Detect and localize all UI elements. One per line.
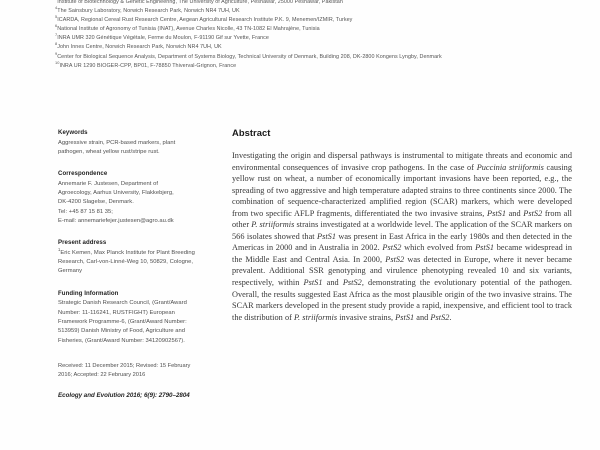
abstract-italic-term: PstS2 [382, 243, 402, 253]
article-metadata-column [58, 128, 200, 401]
abstract-italic-term: PstS2 [385, 254, 405, 264]
affiliation-marker: 7 [55, 32, 58, 38]
affiliation-marker: 4 [55, 5, 58, 11]
affiliation-marker: 8 [55, 41, 58, 47]
funding-heading: Funding Information [58, 289, 119, 297]
abstract-italic-term: PstS1 [487, 208, 506, 218]
keywords-heading: Keywords [58, 129, 88, 136]
affiliation-line: $^{10}$INRA UR 1290 BIOGER-CPP, BP01, F-78850 Thiverval-Grignon, France [55, 59, 237, 69]
present-address-section [58, 238, 200, 276]
present-address-heading: Present address [58, 239, 107, 247]
present-address-marker: 1 [58, 246, 61, 252]
correspondence-line: Agroecology, Aarhus University, Flakkebjerg, [58, 190, 174, 197]
abstract-heading: Abstract [232, 127, 271, 138]
funding-section [58, 289, 200, 346]
abstract-italic-term: PstS2 [342, 278, 362, 288]
affiliation-line: Institute of Biotechnology & Genetic Engineering, The University of Agriculture, Peshawar, 25000 Peshawar, Pakistan [55, 0, 575, 7]
abstract-italic-term: PstS2 [523, 208, 543, 218]
affiliation-marker [55, 0, 57, 1]
affiliations-block [55, 0, 575, 71]
affiliation-line: $^8$John Innes Centre, Norwich Research Park, Norwich NR4 7UH, UK [55, 41, 222, 51]
abstract-italic-term: PstS1 [303, 278, 323, 288]
abstract-text: Investigating the origin and dispersal pathways is instrumental to mitigate threats and economic and environmental consequences of invasive crop pathogens. In the case of Puccinia striiformis causing yellow rust on wheat, a number of economically important invasions have been reported, e.g., the spreading of two aggressive and high temperature adapted strains to three continents since 2000. The combination of sequence-characterized amplified region (SCAR) markers, which were developed from two specific AFLP fragments, differentiated the two invasive strains, PstS1 and PstS2 from all other P. striiformis strains investigated at a worldwide level. The application of the SCAR markers on 566 isolates showed that PstS1 was present in East Africa in the early 1980s and then detected in the Americas in 2000 and in Australia in 2002. PstS2 which evolved from PstS1 became widespread in the Middle East and Central Asia. In 2000, PstS2 was detected in Europe, where it never became prevalent. Additional SSR genotyping and virulence phenotyping revealed 10 and six variants, respectively, within PstS1 and PstS2, demonstrating the evolutionary potential of the pathogen. Overall, the results suggested East Africa as the most plausible origin of the two invasive strains. The SCAR markers developed in the present study provide a rapid, inexpensive, and efficient tool to track the distribution of P. striiformis invasive strains, PstS1 and PstS2. [232, 151, 573, 322]
abstract-italic-term: P. striiformis [294, 312, 338, 322]
abstract-italic-term: PstS1 [475, 243, 495, 253]
abstract-italic-term: PstS1 [317, 231, 336, 241]
correspondence-section [58, 169, 200, 226]
correspondence-line: E-mail: annemariefejer.justesen@agro.au.dk [58, 217, 174, 224]
keywords-text: Aggressive strain, PCR-based markers, plant pathogen, wheat yellow rust/stripe rust. [58, 139, 176, 155]
correspondence-line: Tel: +45 87 15 81 35; [58, 208, 113, 215]
abstract-italic-term: PstS2 [430, 312, 450, 322]
affiliation-marker: 5 [55, 14, 58, 20]
present-address-text: $^1$Eric Kemen, Max Planck Institute for Plant Breeding Research, Carl-von-Linné-Weg 10, 50829, Cologne, Germany [58, 246, 195, 275]
affiliation-line: $^4$The Sainsbury Laboratory, Norwich Research Park, Norwich NR4 7UH, UK [55, 5, 240, 15]
correspondence-text [58, 180, 200, 226]
affiliation-line: $^5$ICARDA, Regional Cereal Rust Research Centre, Aegean Agricultural Research Institute P.K. 9, Menemen/IZMIR, Turkey [55, 14, 353, 24]
article-history-dates: Received: 11 December 2015; Revised: 15 February 2016; Accepted: 22 February 2016 [58, 362, 191, 379]
abstract-italic-term: PstS1 [395, 312, 415, 322]
affiliation-marker: 6 [55, 23, 58, 29]
correspondence-line: DK-4200 Slagelse, Denmark. [58, 199, 134, 206]
correspondence-heading: Correspondence [58, 170, 108, 178]
affiliation-marker: 10 [55, 59, 60, 65]
keywords-section [58, 128, 200, 157]
affiliation-line: $^6$National Institute of Agronomy of Tunisia (INAT), Avenue Charles Nicolle, 43 TN-1082 El Mahrajène, Tunisia [55, 23, 320, 33]
journal-citation: Ecology and Evolution 2016; 6(9): 2790–2804 [58, 392, 190, 400]
correspondence-line: Annemarie F. Justesen, Department of [58, 180, 158, 187]
affiliation-line: $^9$Center for Biological Sequence Analysis, Department of Systems Biology, Technical University of Denmark, Building 208, DK-2800 Kongens Lyngby, Denmark [55, 50, 442, 60]
affiliation-line: $^7$INRA UMR 320 Génétique Végétale, Ferme du Moulon, F-91190 Gif sur Yvette, France [55, 32, 269, 42]
abstract-column [232, 127, 572, 323]
funding-text: Strategic Danish Research Council, (Grant/Award Number: 11-116241, RUSTFIGHT) European Framework Programme-6, (Grant/Award Number: 513959) Danish Ministry of Food, Agriculture and Fisheries, (Grant/Award Number: 34120902567). [58, 300, 187, 344]
affiliation-marker: 9 [55, 50, 58, 56]
abstract-italic-term: P. striiformis [251, 220, 295, 230]
abstract-italic-term: Puccinia striiformis [476, 162, 544, 172]
